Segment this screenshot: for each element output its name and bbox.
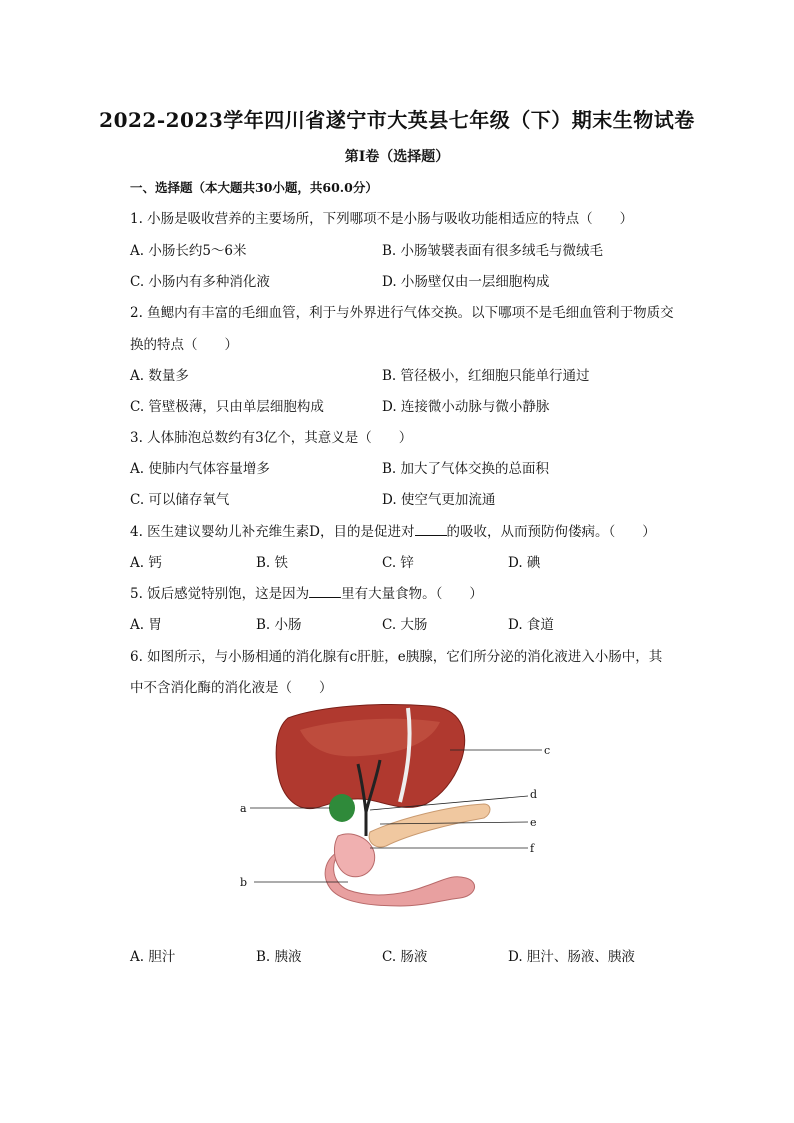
question-1-stem: 1. 小肠是吸收营养的主要场所，下列哪项不是小肠与吸收功能相适应的特点（ ）	[130, 211, 634, 227]
answer-blank	[309, 585, 341, 598]
diagram-label-d: d	[530, 788, 538, 801]
question-6-option-b: B. 胰液	[256, 949, 302, 965]
question-3-option-d: D. 使空气更加流通	[382, 492, 496, 508]
question-6-stem-line1: 6. 如图所示，与小肠相通的消化腺有c肝脏，e胰腺，它们所分泌的消化液进入小肠中，其	[130, 649, 663, 665]
question-2-stem-line2: 换的特点（ ）	[130, 337, 238, 353]
question-1-option-a: A. 小肠长约5～6米	[130, 243, 247, 259]
question-6-option-d: D. 胆汁、肠液、胰液	[508, 949, 635, 965]
page-subtitle: 第I卷（选择题）	[344, 149, 450, 165]
question-6-stem-line2: 中不含消化酶的消化液是（ ）	[130, 680, 333, 696]
diagram-label-c: c	[544, 744, 551, 757]
digestive-organs-diagram	[230, 700, 560, 910]
question-5-option-d: D. 食道	[508, 617, 554, 633]
question-1-option-b: B. 小肠皱襞表面有很多绒毛与微绒毛	[382, 243, 604, 259]
question-1-option-d: D. 小肠壁仅由一层细胞构成	[382, 274, 550, 290]
pancreas-shape	[369, 804, 490, 847]
question-5-option-c: C. 大肠	[382, 617, 428, 633]
diagram-label-e: e	[530, 816, 537, 829]
question-2-option-b: B. 管径极小，红细胞只能单行通过	[382, 368, 590, 384]
question-2-stem-line1: 2. 鱼鳃内有丰富的毛细血管，利于与外界进行气体交换。以下哪项不是毛细血管利于物质交	[130, 305, 674, 321]
stomach-shape	[334, 834, 374, 877]
question-4-option-b: B. 铁	[256, 555, 289, 571]
diagram-label-f: f	[530, 842, 535, 855]
question-4-option-d: D. 碘	[508, 555, 541, 571]
question-4-option-c: C. 锌	[382, 555, 414, 571]
question-4-option-a: A. 钙	[130, 555, 162, 571]
diagram-label-a: a	[240, 802, 247, 815]
diagram-label-b: b	[240, 876, 248, 889]
question-4-stem	[130, 520, 656, 540]
question-2-option-d: D. 连接微小动脉与微小静脉	[382, 399, 550, 415]
question-5-stem	[130, 582, 483, 602]
question-3-option-b: B. 加大了气体交换的总面积	[382, 461, 550, 477]
question-6-option-a: A. 胆汁	[130, 949, 176, 965]
question-1-option-c: C. 小肠内有多种消化液	[130, 274, 270, 290]
question-2-option-c: C. 管壁极薄，只由单层细胞构成	[130, 399, 324, 415]
question-3-stem: 3. 人体肺泡总数约有3亿个，其意义是（ ）	[130, 430, 413, 446]
question-4-stem-end: 的吸收，从而预防佝偻病。（ ）	[446, 524, 656, 540]
question-4-stem-start: 4. 医生建议婴幼儿补充维生素D，目的是促进对	[130, 524, 415, 540]
question-2-option-a: A. 数量多	[130, 368, 189, 384]
question-5-option-b: B. 小肠	[256, 617, 302, 633]
answer-blank	[415, 523, 447, 536]
question-6-option-c: C. 肠液	[382, 949, 428, 965]
gallbladder-shape	[329, 794, 355, 822]
question-5-option-a: A. 胃	[130, 617, 162, 633]
page-title: 2022-2023学年四川省遂宁市大英县七年级（下）期末生物试卷	[99, 108, 695, 132]
question-3-option-a: A. 使肺内气体容量增多	[130, 461, 270, 477]
question-5-stem-start: 5. 饭后感觉特别饱，这是因为	[130, 586, 310, 602]
question-3-option-c: C. 可以储存氧气	[130, 492, 230, 508]
question-5-stem-end: 里有大量食物。（ ）	[341, 586, 483, 602]
section-heading: 一、选择题（本大题共30小题，共60.0分）	[130, 180, 378, 195]
